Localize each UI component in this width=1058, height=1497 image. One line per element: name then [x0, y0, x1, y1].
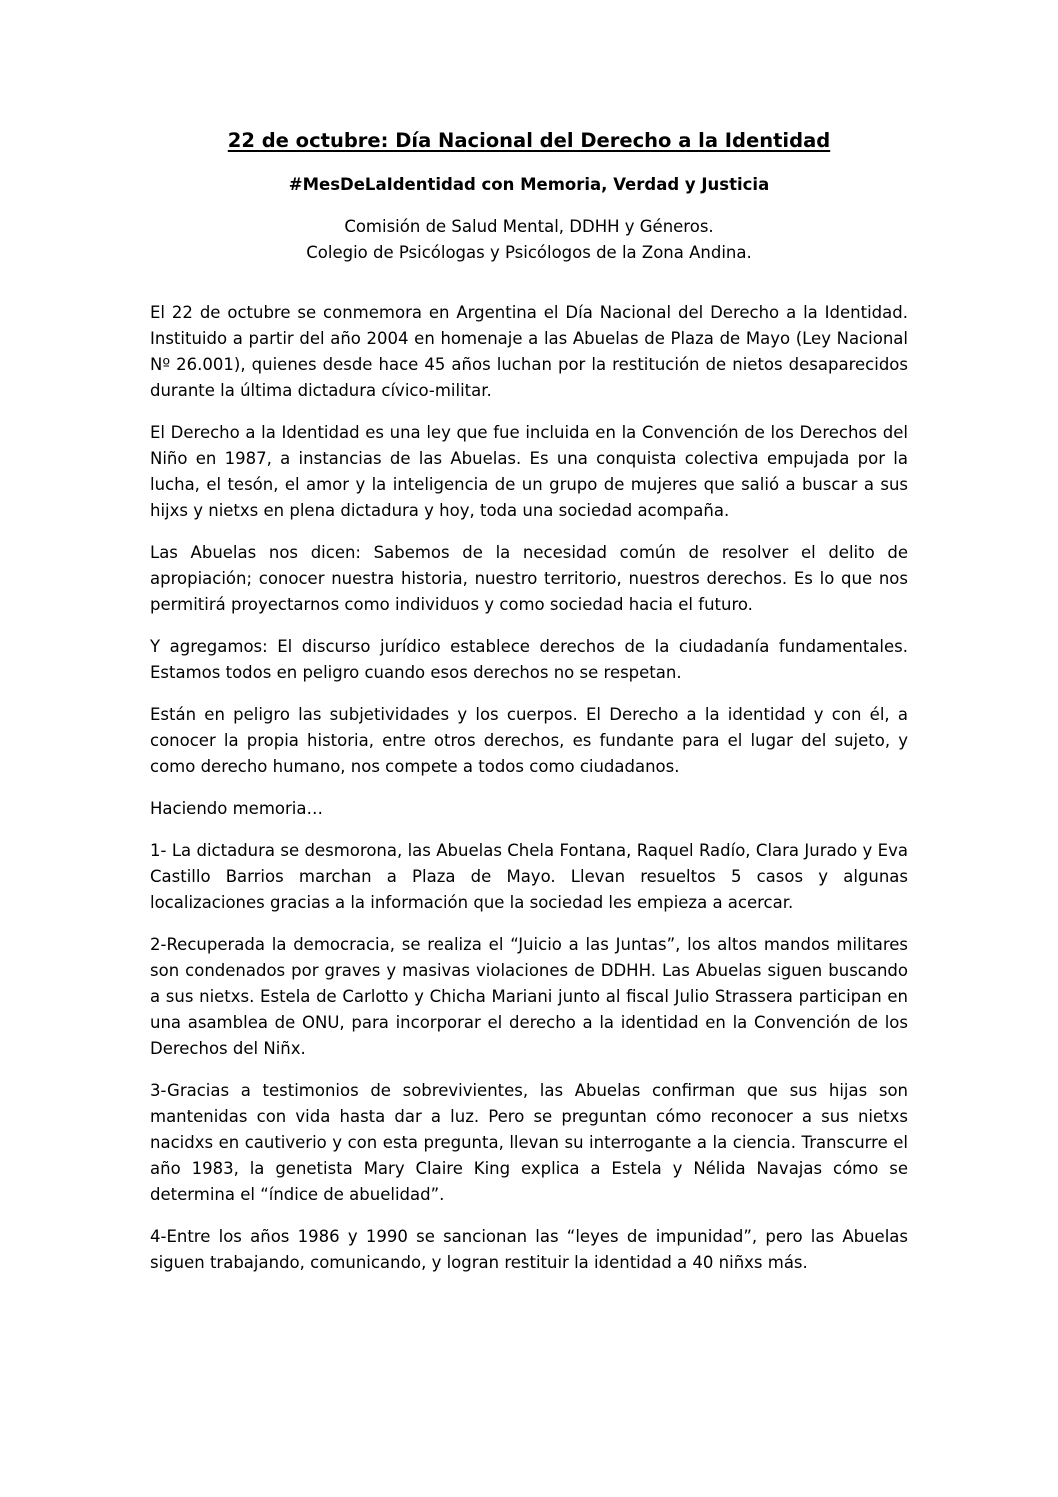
document-body: [150, 300, 908, 1292]
document-title: 22 de octubre: Día Nacional del Derecho a la Identidad: [227, 129, 831, 152]
paragraph: El 22 de octubre se conmemora en Argentina el Día Nacional del Derecho a la Identidad. Instituido a partir del año 2004 en homenaje a las Abuelas de Plaza de Mayo (Ley Nacional Nº 26.001), quienes desde hace 45 años luchan por la restitución de nietos desaparecidos durante la última dictadura cívico-militar.: [150, 303, 908, 400]
document-subtitle: #MesDeLaIdentidad con Memoria, Verdad y Justicia: [288, 175, 770, 194]
author-line: Comisión de Salud Mental, DDHH y Géneros.: [344, 217, 714, 236]
paragraph: Están en peligro las subjetividades y los cuerpos. El Derecho a la identidad y con él, a conocer la propia historia, entre otros derechos, es fundante para el lugar del sujeto, y como derecho humano, nos compete a todos como ciudadanos.: [150, 705, 908, 776]
author-line: Colegio de Psicólogas y Psicólogos de la Zona Andina.: [306, 243, 752, 262]
authors-block: [150, 214, 908, 266]
paragraph: Las Abuelas nos dicen: Sabemos de la necesidad común de resolver el delito de apropiación; conocer nuestra historia, nuestro territorio, nuestros derechos. Es lo que nos permitirá proyectarnos como individuos y como sociedad hacia el futuro.: [150, 543, 908, 614]
paragraph: 1- La dictadura se desmorona, las Abuelas Chela Fontana, Raquel Radío, Clara Jurado y Eva Castillo Barrios marchan a Plaza de Mayo. Llevan resueltos 5 casos y algunas localizaciones gracias a la información que la sociedad les empieza a acercar.: [150, 841, 908, 912]
paragraph: Haciendo memoria…: [150, 799, 323, 818]
paragraph: 4-Entre los años 1986 y 1990 se sancionan las “leyes de impunidad”, pero las Abuelas siguen trabajando, comunicando, y logran restituir la identidad a 40 niñxs más.: [150, 1227, 908, 1272]
paragraph: Y agregamos: El discurso jurídico establece derechos de la ciudadanía fundamentales. Estamos todos en peligro cuando esos derechos no se respetan.: [150, 637, 908, 682]
paragraph: El Derecho a la Identidad es una ley que fue incluida en la Convención de los Derechos del Niño en 1987, a instancias de las Abuelas. Es una conquista colectiva empujada por la lucha, el tesón, el amor y la inteligencia de un grupo de mujeres que salió a buscar a sus hijxs y nietxs en plena dictadura y hoy, toda una sociedad acompaña.: [150, 423, 908, 520]
paragraph: 3-Gracias a testimonios de sobrevivientes, las Abuelas confirman que sus hijas son mantenidas con vida hasta dar a luz. Pero se preguntan cómo reconocer a sus nietxs nacidxs en cautiverio y con esta pregunta, llevan su interrogante a la ciencia. Transcurre el año 1983, la genetista Mary Claire King explica a Estela y Nélida Navajas cómo se determina el “índice de abuelidad”.: [150, 1081, 908, 1204]
paragraph: 2-Recuperada la democracia, se realiza el “Juicio a las Juntas”, los altos mandos militares son condenados por graves y masivas violaciones de DDHH. Las Abuelas siguen buscando a sus nietxs. Estela de Carlotto y Chicha Mariani junto al fiscal Julio Strassera participan en una asamblea de ONU, para incorporar el derecho a la identidad en la Convención de los Derechos del Niñx.: [150, 935, 908, 1058]
